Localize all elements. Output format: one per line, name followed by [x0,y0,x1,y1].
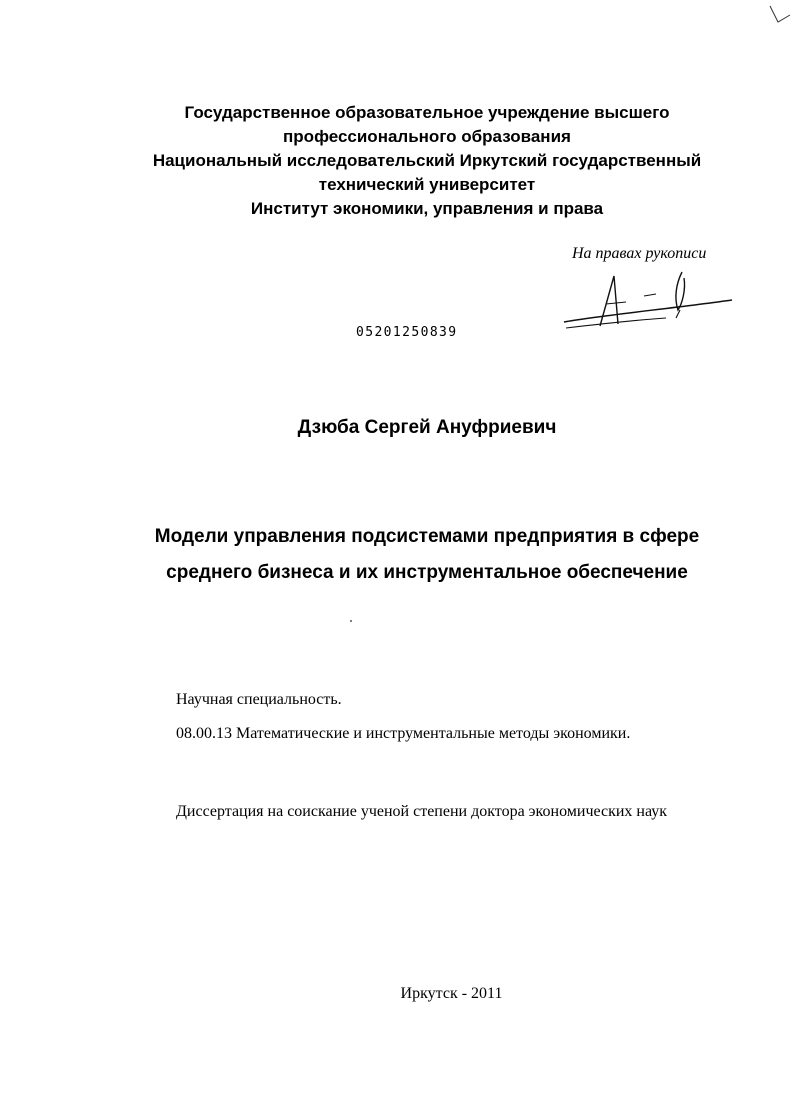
specialty-value: 08.00.13 Математические и инструментальные методы экономики. [176,725,631,742]
manuscript-note: На правах рукописи [572,245,707,262]
scan-speck [350,620,352,622]
title-line-2: среднего бизнеса и их инструментальное обеспечение [166,562,688,583]
scan-corner-mark [764,4,792,26]
specialty-block [176,683,630,751]
dissertation-title [0,519,794,591]
degree-statement: Диссертация на соискание ученой степени доктора экономических наук [176,803,668,820]
header-line-4: технический университет [318,175,536,194]
author-name: Дзюба Сергей Ануфриевич [297,417,557,438]
institution-header [0,101,794,221]
handwritten-signature [556,266,736,340]
header-line-2: профессионального образования [283,127,571,146]
header-line-1: Государственное образовательное учреждение высшего [184,103,670,122]
document-code: 05201250839 [356,325,458,340]
header-line-5: Институт экономики, управления и права [250,199,604,218]
specialty-label: Научная специальность. [176,691,342,708]
city-year: Иркутск - 2011 [400,985,503,1002]
title-line-1: Модели управления подсистемами предприятия в сфере [154,526,700,547]
header-line-3: Национальный исследовательский Иркутский государственный [152,151,702,170]
